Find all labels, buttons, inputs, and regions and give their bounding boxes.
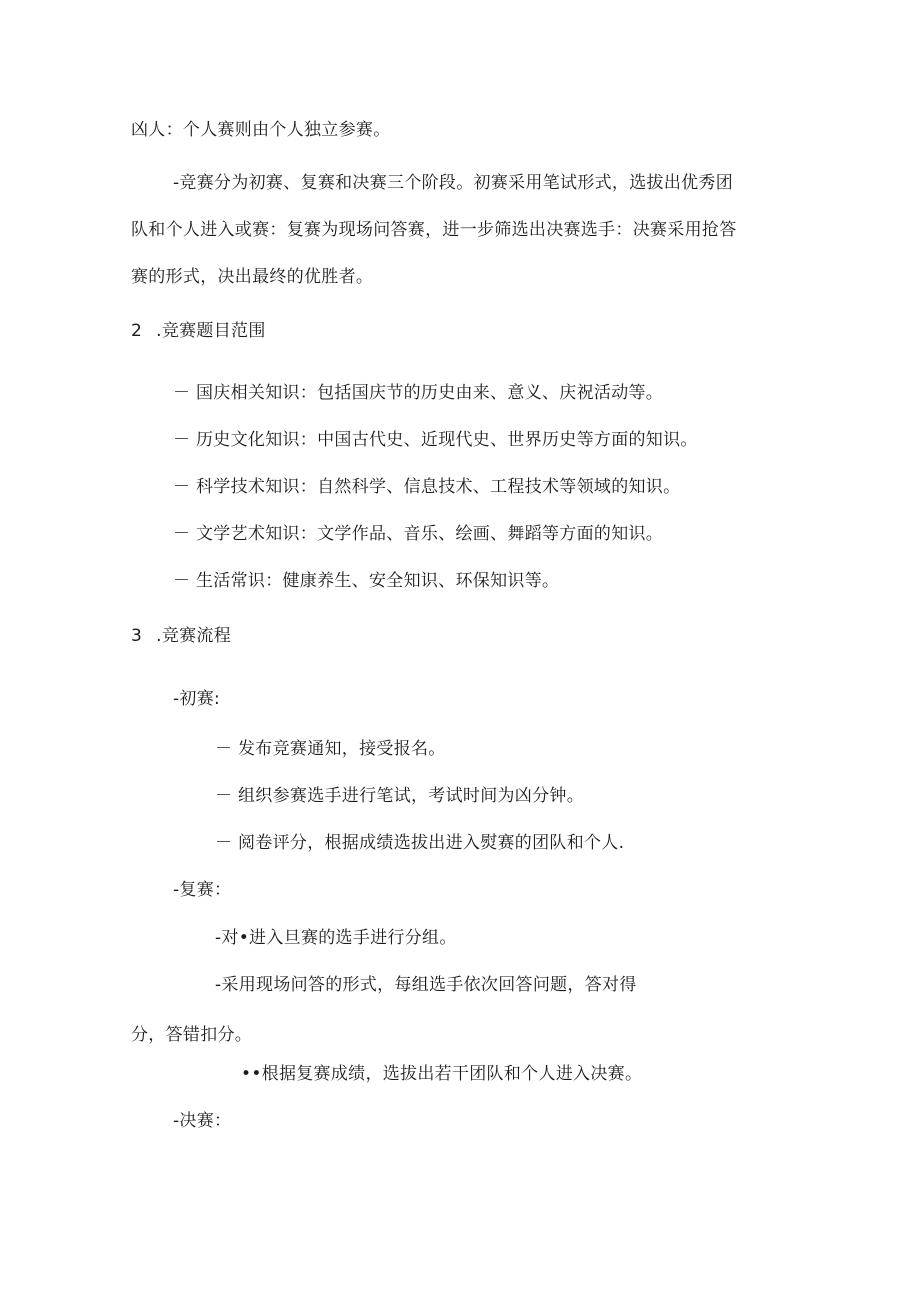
section-2-heading: [131, 319, 266, 343]
section-3-heading: [131, 624, 231, 648]
semifinal-item: -采用现场问答的形式，每组选手依次回答问题，答对得: [215, 975, 637, 995]
topic-item: － 科学技术知识：自然科学、信息技术、工程技术等领域的知识。: [173, 477, 681, 497]
section-2-title: .竞赛题目范围: [156, 321, 266, 341]
intro-line-1: 凶人：个人赛则由个人独立参赛。: [131, 120, 391, 140]
topic-item: － 文学艺术知识：文学作品、音乐、绘画、舞蹈等方面的知识。: [173, 524, 664, 544]
preliminary-item: － 组织参赛选手进行笔试，考试时间为凶分钟。: [215, 786, 585, 806]
section-3-number: 3: [131, 626, 143, 646]
preliminary-label: -初赛:: [173, 689, 221, 709]
section-2-number: 2: [131, 321, 143, 341]
semifinal-item: ••根据复赛成绩，选拔出若干团队和个人进入决赛。: [241, 1064, 643, 1084]
preliminary-item: － 发布竞赛通知，接受报名。: [215, 739, 446, 759]
topic-item: － 历史文化知识：中国古代史、近现代史、世界历史等方面的知识。: [173, 430, 698, 450]
final-label: -决赛：: [173, 1111, 232, 1131]
section-3-title: .竞赛流程: [156, 626, 232, 646]
semifinal-item: -对•进入旦赛的选手进行分组。: [215, 928, 457, 948]
topic-item: － 生活常识：健康养生、安全知识、环保知识等。: [173, 571, 560, 591]
intro-paragraph-line-1: -竞赛分为初赛、复赛和决赛三个阶段。初赛采用笔试形式，选拔出优秀团: [173, 173, 734, 193]
intro-paragraph-line-3: 赛的形式，决出最终的优胜者。: [131, 267, 374, 287]
preliminary-item: － 阅卷评分，根据成绩选拔出进入熨赛的团队和个人.: [215, 833, 625, 853]
topic-item: － 国庆相关知识：包括国庆节的历史由来、意义、庆祝活动等。: [173, 383, 664, 403]
semifinal-label: -复赛：: [173, 880, 232, 900]
intro-paragraph-line-2: 队和个人进入或赛：复赛为现场问答赛，进一步筛选出决赛选手：决赛采用抢答: [131, 220, 737, 240]
semifinal-item-continuation: 分，答错扣分。: [131, 1025, 253, 1045]
